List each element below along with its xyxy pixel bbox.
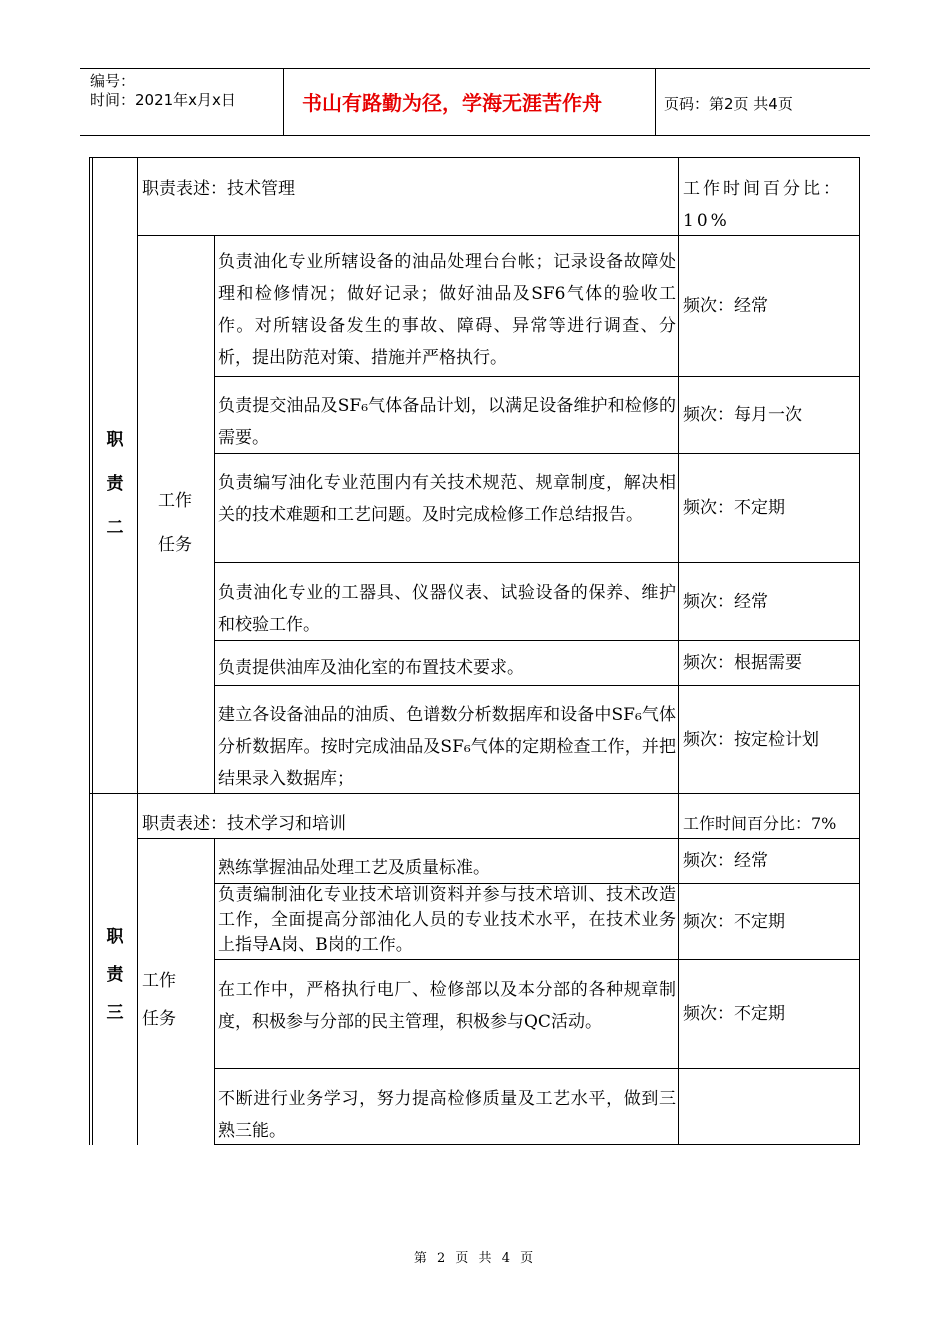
freq-value: 频次：经常 xyxy=(683,591,768,612)
duty2-task-freq xyxy=(683,641,802,685)
duty3-task-freq xyxy=(683,884,785,959)
duty2-task-text: 负责编写油化专业范围内有关技术规范、规章制度，解决相关的技术难题和工艺问题。及时完成检修工作总结报告。 xyxy=(218,473,676,525)
duty3-group-label-line: 工作 xyxy=(142,971,176,991)
page-footer: 第 2 页 共 4 页 xyxy=(413,1251,537,1266)
duty2-group-divider xyxy=(214,235,215,793)
table-left-border-outer xyxy=(89,157,90,1145)
freq-value: 频次：经常 xyxy=(683,851,768,871)
freq-value: 频次：不定期 xyxy=(683,1004,785,1024)
freq-column-divider xyxy=(678,157,679,1145)
duty3-label xyxy=(103,918,127,1032)
duty3-label-char: 三 xyxy=(106,1003,124,1023)
duty3-task-group-label xyxy=(142,962,182,1038)
duty2-task-freq xyxy=(683,236,768,376)
header-divider-2 xyxy=(655,68,656,136)
duty2-task-text: 建立各设备油品的油质、色谱数分析数据库和设备中SF₆气体分析数据库。按时完成油品及SF₆气体的定期检查工作，并把结果录入数据库； xyxy=(218,705,676,789)
table-top-border xyxy=(89,157,860,158)
duty3-group-label-line: 任务 xyxy=(142,1009,176,1029)
duty2-task-text: 负责提供油库及油化室的布置技术要求。 xyxy=(218,658,524,678)
duty2-label xyxy=(103,418,127,550)
duty2-task-text: 负责提交油品及SF₆气体备品计划，以满足设备维护和检修的需要。 xyxy=(218,396,676,448)
duty3-description: 职责表述：技术学习和培训 xyxy=(142,814,346,834)
duty2-task-group-label xyxy=(158,479,198,567)
duty2-task-freq xyxy=(683,686,819,793)
duty2-label-char: 职 xyxy=(106,430,124,450)
duty3-task-text: 在工作中，严格执行电厂、检修部以及本分部的各种规章制度，积极参与分部的民主管理，积极参与QC活动。 xyxy=(218,980,676,1032)
header-page-info: 页码：第2页 共4页 xyxy=(664,95,793,113)
duty3-task-text: 不断进行业务学习，努力提高检修质量及工艺水平，做到三熟三能。 xyxy=(218,1089,676,1141)
freq-value: 频次：不定期 xyxy=(683,498,785,518)
duty3-task-freq xyxy=(683,960,785,1068)
duty3-label-char: 职 xyxy=(106,927,124,947)
duty3-label-char: 责 xyxy=(106,965,124,985)
duty3-task-text: 负责编制油化专业技术培训资料并参与技术培训、技术改造工作，全面提高分部油化人员的专业技术水平，在技术业务上指导A岗、B岗的工作。 xyxy=(218,885,676,955)
duty2-group-label-line: 工作 xyxy=(158,491,192,511)
label-column-divider xyxy=(137,157,138,1145)
duty2-time-percent: 工作时间百分比：10% xyxy=(683,179,843,231)
header-divider-1 xyxy=(283,68,284,136)
header-motto: 书山有路勤为径，学海无涯苦作舟 xyxy=(302,91,602,115)
duty2-description: 职责表述：技术管理 xyxy=(142,179,295,199)
duty2-group-label-line: 任务 xyxy=(158,535,192,555)
duty3-time-percent: 工作时间百分比：7% xyxy=(683,814,837,833)
document-time-label: 时间：2021年x月x日 xyxy=(90,91,236,109)
duty2-label-char: 责 xyxy=(106,474,124,494)
header-top-rule xyxy=(80,68,870,69)
freq-value: 频次：每月一次 xyxy=(683,405,802,425)
duty2-task-freq xyxy=(683,454,785,562)
freq-value: 频次：根据需要 xyxy=(683,653,802,673)
duty3-task-text: 熟练掌握油品处理工艺及质量标准。 xyxy=(218,858,490,878)
duty2-task-text: 负责油化专业的工器具、仪器仪表、试验设备的保养、维护和校验工作。 xyxy=(218,583,676,635)
freq-value: 频次：经常 xyxy=(683,296,768,316)
duty2-task-freq xyxy=(683,377,802,453)
duty2-task-freq xyxy=(683,563,768,640)
table-left-border-inner xyxy=(92,157,93,1145)
duty2-label-char: 二 xyxy=(106,518,124,538)
duty3-row-sep-3 xyxy=(214,1068,860,1069)
duty3-group-divider xyxy=(214,838,215,1145)
table-right-border xyxy=(859,157,860,1145)
duty2-task-text: 负责油化专业所辖设备的油品处理台台帐；记录设备故障处理和检修情况；做好记录；做好油品及SF6气体的验收工作。对所辖设备发生的事故、障碍、异常等进行调查、分析，提出防范对策、措施并严格执行。 xyxy=(218,252,676,368)
freq-value: 频次：按定检计划 xyxy=(683,729,819,750)
duty3-task-freq xyxy=(683,839,768,883)
header-bottom-rule xyxy=(80,135,870,136)
freq-value: 频次：不定期 xyxy=(683,911,785,932)
document-number-label: 编号： xyxy=(90,72,136,90)
